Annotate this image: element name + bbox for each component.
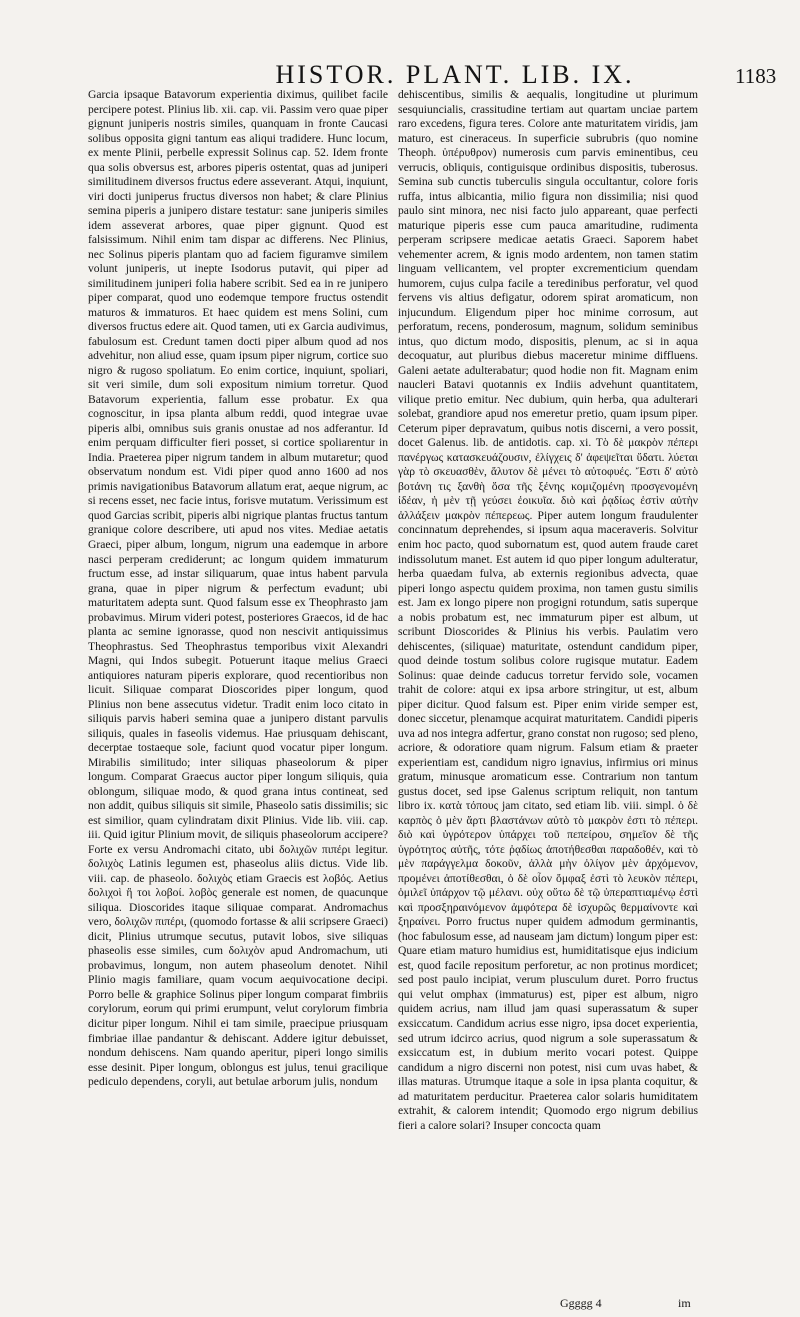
page-number: 1183 [735, 64, 777, 88]
catchword: im [678, 1296, 691, 1310]
right-column [398, 88, 698, 1133]
right-column-text: dehiscentibus, similis & aequalis, longitudine ut plurimum sesquiuncialis, crassitudine tertiam aut quartam unciae partem raro excedens, figura teres. Colore ante maturitatem viridis, jam maturo, est cineraceus. In superficie subrubris (quo nomine Theoph. ὑπέρυθρον) numerosis cum parvis eminentibus, ceu verrucis, obliquis, contiguisque ordinibus dispositis, tuberosus. Semina sub cunctis tuberculis singula occultantur, colore foris ruffa, intus albicantia, milio figura non dissimilia; nisi quod paulo sint minora, nec nisi facto julo appareant, quae perfecti maturique piperis esse cum pauca amaritudine, rudimenta perperam scripsere medicae aetatis Graeci. Saporem habet vehementer acrem, & ignis modo ardentem, non tamen statim linguam vellicantem, vel propter excrementicium quendam humorem, cujus culpa facile a teredinibus perforatur, vel quod fervens vis altius defigatur, odorem spirat aromaticum, non injucundum. Eligendum piper hoc minime corrosum, aut perforatum, recens, ponderosum, magnum, solidum seminibus intus, quo dictum modo, dispositis, plenum, ac si in aqua decoquatur, aut pluribus diebus maceretur minime diffluens. Galeni aetate adulterabatur; quod hodie non fit. Magnam enim naucleri Batavi quotannis ex Indiis advehunt quantitatem, vilique pretio emitur. Nec dubium, quin herba, qua adulterari solebat, grandiore apud nos emeretur pretio, quam ipsum piper. Ceterum piper depravatum, quibus notis discerni, a vero possit, docet Galenus. lib. de antidotis. cap. xi. Τὸ δὲ μακρὸν πέπερι πανέργως κατασκευάζουσιν, ἐλίγχεις δ' ἀφεψεῖται ὕδατι. λύεται γὰρ τὸ σκευασθὲν, ἄλυτον δὲ μένει τὸ αὐτοφυές. Ἔστι δ' αὐτὸ βοτάνη τις ξανθὴ ὅσα τῆς ξένης κομιζομένη προσγενομένη ἰδέαν, ἡ μὲν τῇ γεύσει ἐοικυῖα. διὸ καὶ ῥᾳδίως ἐστὶν αὐτὴν ἀλλάξειν μακρὸν πέπερεως. Piper autem longum fraudulenter concinnatum deprehendes, si ipsum aqua maceraveris. Solvitur enim hoc pacto, quod subornatum est, quod autem fraude caret indissolutum manet. Est autem id quo piper longum adulteratur, herba quaedam fulva, ab externis regionibus advecta, quae piperi longo aspectu quidem proxima, non tamen gustu similis est. Jam ex longo pipere non progigni rotundum, satis superque a nobis probatum est, nec immaturum piper est album, ut scribunt Dioscorides & Plinius his verbis. Paulatim vero dehiscentes, (siliquae) maturitate, ostendunt candidum piper, quod deinde tostum solibus colore rugisque mutatur. Eadem Solinus: quae deinde caducus torretur fervido sole, vocamen trahit de colore: atqui ex ipsa arbore stringitur, ut est, album piper dicitur. Quod falsum est. Piper enim viride semper est, donec siccetur, plenamque acquirat maturitatem. Candidi piperis uva ad nos integra adfertur, grano constat non rugoso; sed pleno, acriore, & odoratiore quam nigrum. Falsum etiam & praeter experientiam est, candidum nigro ignavius, infirmius ori minus gratum, minusque aromaticum esse. Contrarium non tantum gustus docet, sed ipse Galenus scriptum reliquit, non tantum libro ix. κατὰ τόπους jam citato, sed etiam lib. viii. simpl. ὁ δὲ καρπὸς ὁ μὲν ἄρτι βλαστάνων αὐτὸ τὸ μακρὸν ἐστι τὸ πέπερι. διὸ καὶ ὑγρότερον ὑπάρχει τοῦ πεπείρου, σημεῖον δὲ τῆς ὑγρότητος αὐτῆς, τότε ῥᾳδίως ἀποτήθεσθαι παραδοθέν, καὶ τὸ μὲν παράγγελμα δοκοῦν, ἀλλὰ μὴν ὀλίγον μὲν ἀρχόμενον, προμένει ἀποτίθεσθαι, ὁ δὲ οἷον ὄμφαξ ἐστὶ τὸ λευκὸν πέπερι, ὁμιλεῖ ὑπάρχον τῷ μέλανι. οὐχ οὕτω δὲ τῷ ὑπεραπτιαμένῳ ἐστὶ καὶ προσξηραινόμενον ἀμφότερα δὲ ἰσχυρῶς θερμαίνοντε καὶ ξηραίνει. Porro fructus nuper quidem admodum germinantis, (hoc fabulosum esse, ad nauseam jam dictum) longum piper est: Quare etiam maturo humidius est, humiditatisque ejus indicium est, quod facile repositum perforetur, ac non protinus mordicet; sed post paulo incipiat, verum plusculum duret. Porro fructus qui velut omphax (immaturus) est, piper est album, nigro quidem acrius, nam illud jam quasi superassatum & super exsiccatum. Candidum acrius esse nigro, ipsa docet experientia, sed utrum idcirco acrius, quod nigrum a sole superassatum & exsiccatum est, in dubium merito vocari potest. Quippe candidum a nigro discerni non potest, nisi cum uvas habet, & illas maturas. Utrumque itaque a sole in ipsa planta coquitur, & ad maturitatem perducitur. Praeterea calor solaris humiditatem extrahit, & calorem intendit; Quomodo ergo nigrum debilius fieri a calore solari? Insuper concocta quam [398, 88, 698, 1132]
signature-mark: Ggggg 4 [560, 1296, 602, 1310]
running-head: HISTOR. PLANT. LIB. IX. [275, 60, 635, 89]
left-column-text: Garcia ipsaque Batavorum experientia diximus, quilibet facile percipere potest. Plinius lib. xii. cap. vii. Passim vero quae piper gignunt juniperis nostris similes, quanquam in fronte Caucasi solibus opposita gigni tantum eas aliqui tradidere. Hunc locum, ex mente Plinii, perbelle expressit Solinus cap. 52. Idem fronte qua solis obversus est, arbores piperis ostentat, quas ad juniperi similitudinem diversos fructus edere asseverant. Atqui, inquiunt, viri docti juniperus fructus diversos non habet; & clare Plinius semina piperis a junipero distare testatur: sane juniperis similes idem asseverat arbores, quae piper gignunt. Quod est falsissimum. Nihil enim tam dispar ac differens. Nec Plinius, nec Solinus piperis plantam quo ad faciem figuramve similem volunt juniperis, ut inepte Isodorus putavit, qui piper ad similitudinem juniperi folia habere scribit. Sed ea in re junipero piper comparat, quod uno eodemque tempore fructus ostendit maturos & immaturos. Et haec quidem est mens Solini, cum diversos fructus edere ait. Quod tamen, uti ex Garcia audivimus, fabulosum est. Credunt tamen docti piper album quod ad nos advehitur, non aliud esse, quam ipsum piper nigrum, cortice suo nigro & rugoso spoliatum. Eo enim cortice, inquiunt, spoliari, sit veri simile, dum soli expositum nimium torretur. Quod Batavorum experientia, fallum esse probatur. Ex qua cognoscitur, in ipsa planta album reddi, quod integrae uvae piperis albi, omnibus suis granis onustae ad nos adferantur. Id enim perquam difficulter fieri posset, si cortice spoliarentur in India. Praeterea piper nigrum tandem in album mutaretur; quod observatum nondum est. Vidi piper quod anno 1600 ad nos primis navigationibus Batavorum allatum erat, aeque nigrum, ac si recens esset, nec facie intus, forisve mutatum. Verissimum est quod Garcias scribit, piperis albi nigrique plantas fructus tantum granique colore describere, uti apud nos vites. Mediae aetatis Graeci, piper album, longum, nigrum una eademque in arbore nasci perperam crediderunt; ac longum quidem immaturum fructum esse, ad instar siliquarum, quae intus habent parvula grana, quae in piper nigrum & perfectum evadunt; ubi maturitatem adepta sunt. Quod falsum esse ex Theophrasto jam probavimus. Mirum videri potest, posteriores Graecos, id de hac planta ac semine ignorasse, quod non nescivit antiquissimus Theophrastus. Sed Theophrastus temporibus vixit Alexandri Magni, qui Indos subegit. Potuerunt itaque melius Graeci antiquiores naturam piperis explorare, quod recentioribus non licuit. Siliquae comparat Dioscorides piper longum, quod Plinius non bene assecutus videtur. Tradit enim loco citato in siliquis parvis haberi semina quae a junipero distant parvulis siliquis, quales in faseolis videmus. Hae priusquam dehiscant, decerptae tostaeque sole, faciunt quod vocatur piper longum. Mirabilis similitudo; inter siliquas phaseolorum & piper longum. Comparat Graecus auctor piper longum siliquis, quia oblongum, siliquae modo, & quod grana intus contineat, sed non addit, quibus siliquis sit simile, Phaseolo satis dissimilis; sic est similior, quam cylindratam dixit Plinius. Vide lib. viii. cap. iii. Quid igitur Plinium movit, de siliquis phaseolorum accipere? Forte ex versu Andromachi citato, ubi δολιχῶν πιπέρι legitur. δολιχὸς Latinis legumen est, phaseolus aliis dictus. Vide lib. viii. cap. de phaseolo. δολιχὸς etiam Graecis est λοβός. Aetius δολιχοὶ ἢ τοι λοβοί. λοβὸς generale est nomen, de quacunque siliqua. Dioscorides itaque siliquae comparat. Andromachus vero, δολιχῶν πιπέρι, (quomodo fortasse & alii scripsere Graeci) dicit, Plinius utrumque secutus, putavit lobos, sive siliquas phaseolis esse similes, cum δολιχὸν apud Andromachum, uti probavimus, longum, non autem phaseolum denotet. Nihil Plinio magis familiare, quam vocum aequivocatione decipi. Porro belle & graphice Solinus piper longum comparat fimbriis corylorum, eorum qui primi erumpunt, velut corylorum fimbria dicitur piper longum. Nihil ei tam simile, praecipue priusquam fimbriae illae pandantur & dehiscant. Addere igitur debuisset, nondum dehiscens. Nam quando aperitur, piperi longo similis esse desinit. Piper longum, oblongus est julus, tenui gracilique pediculo dependens, coryli, aut betulae arborum julis, nondum [88, 88, 388, 1089]
left-column [88, 88, 388, 1090]
